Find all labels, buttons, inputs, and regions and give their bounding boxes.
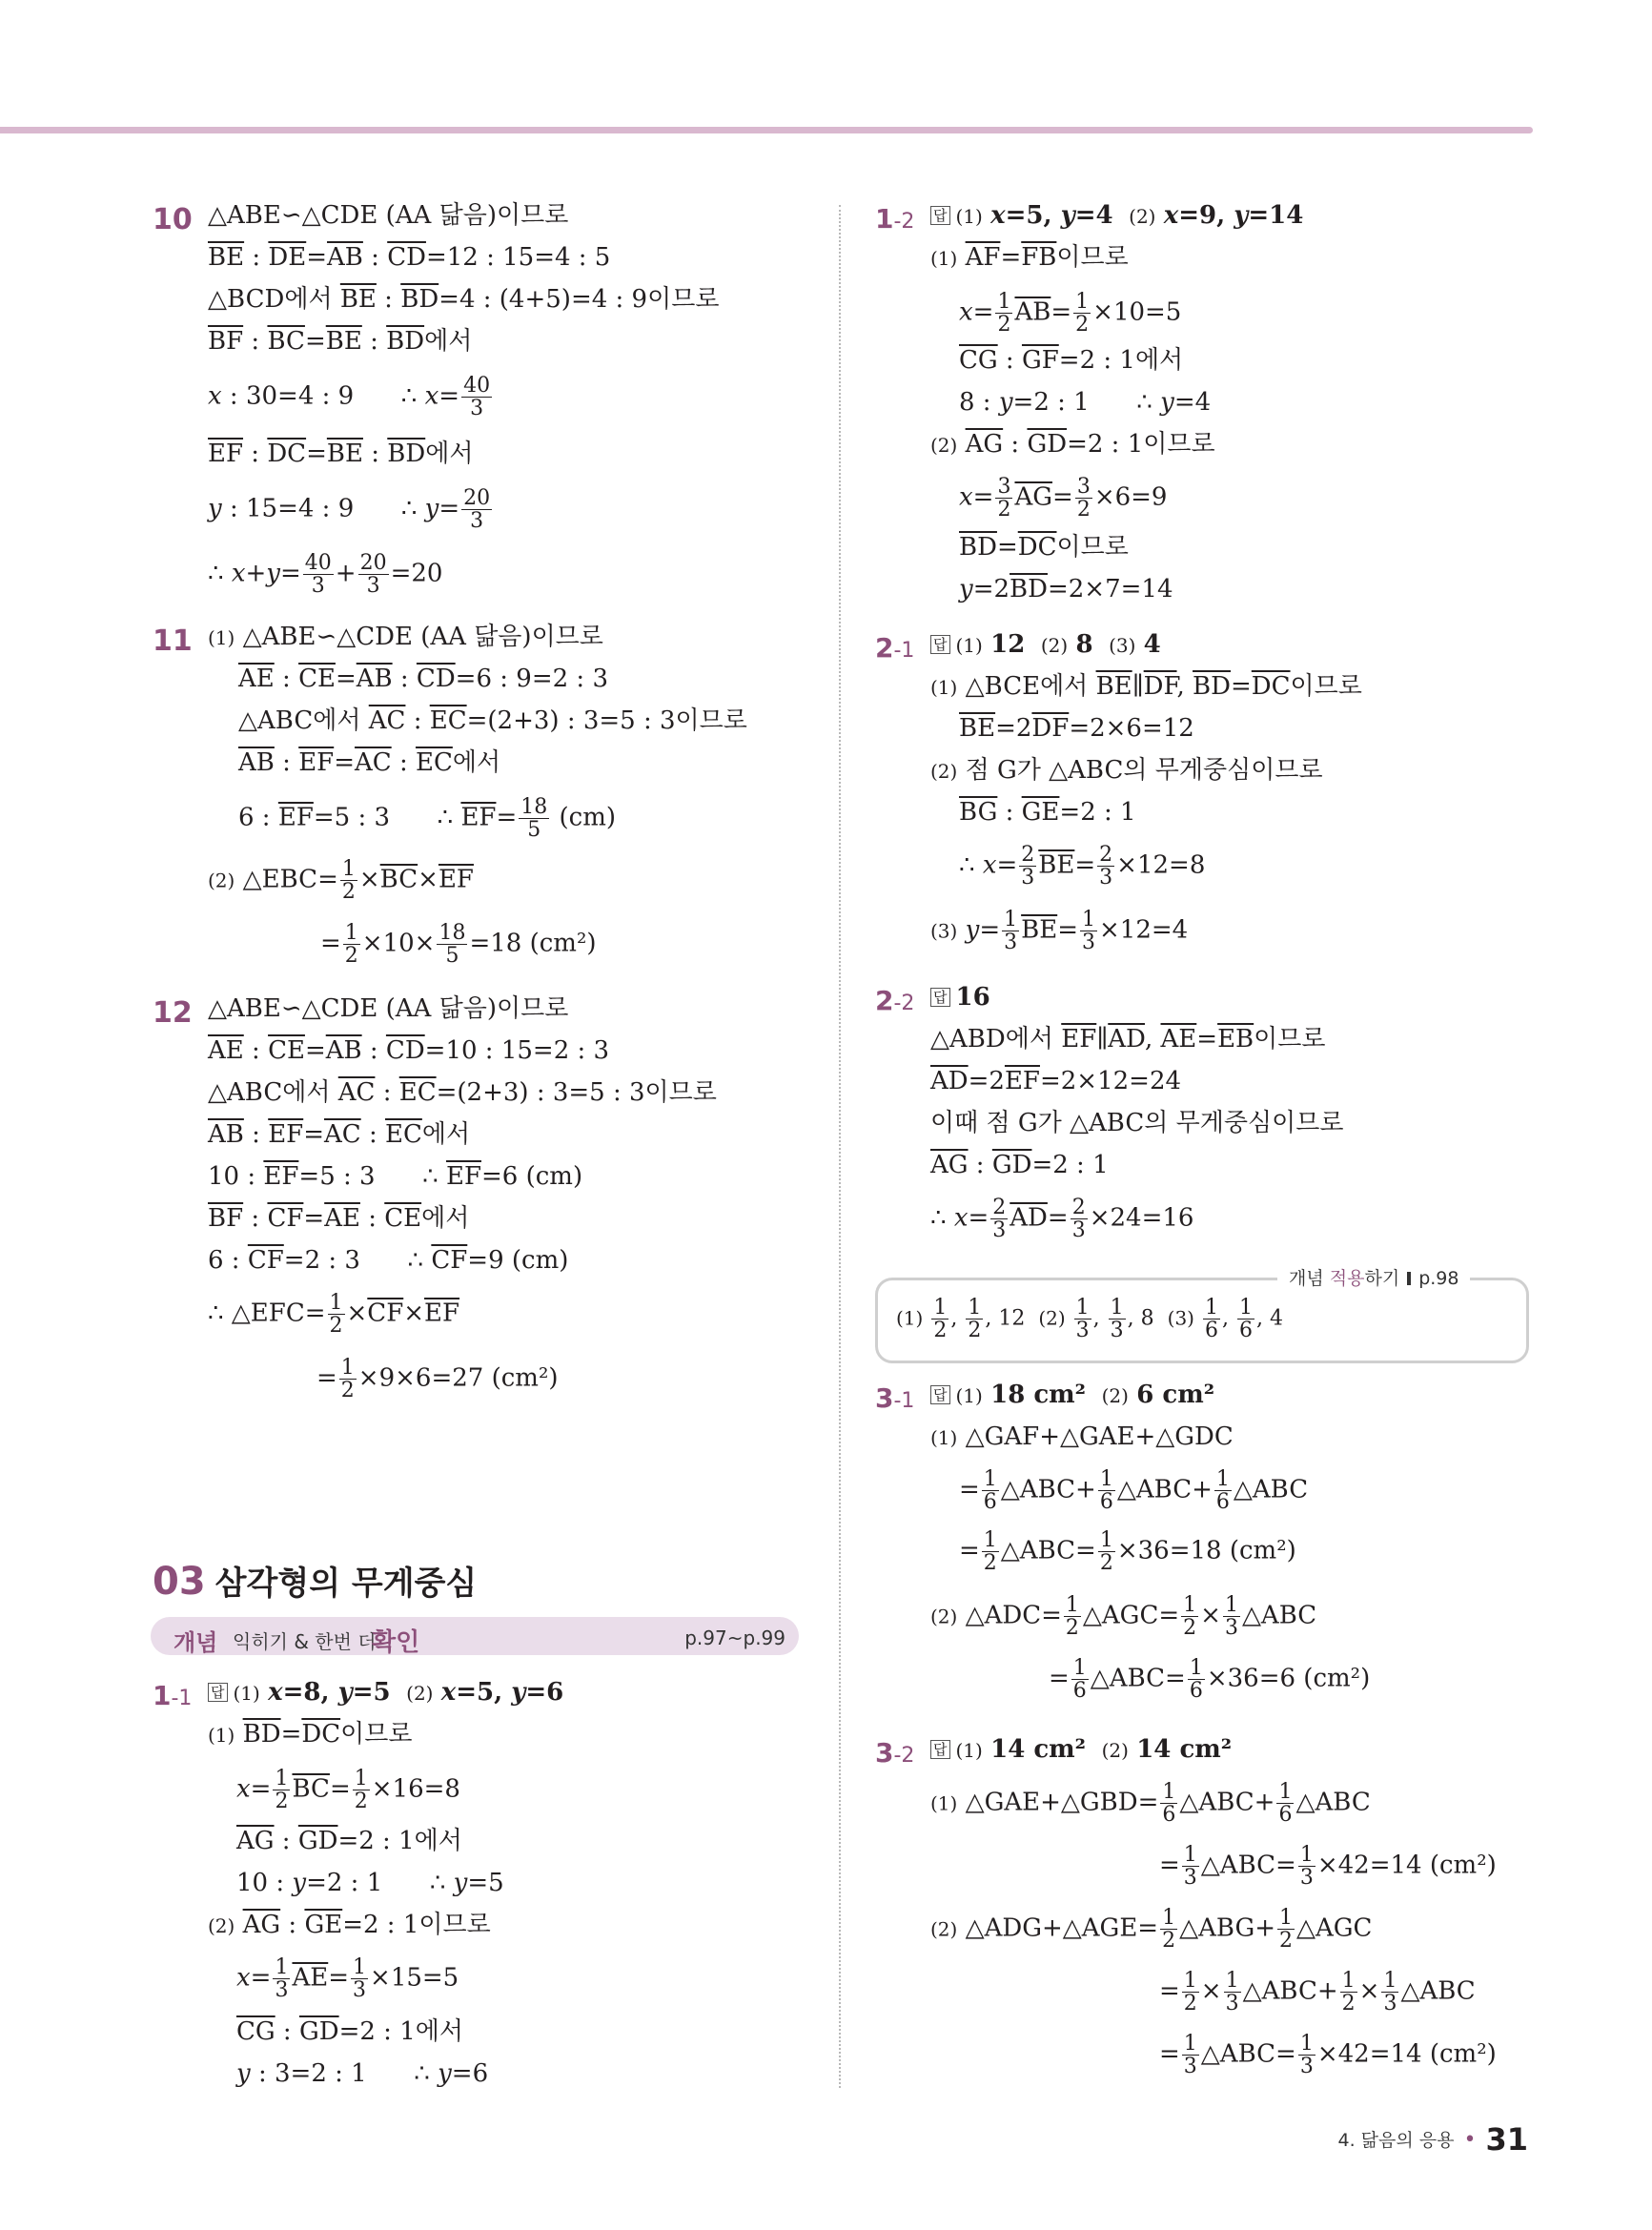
concept-check-bar: 개념 익히기 & 한번 더 확인 p.97~p.99	[151, 1617, 799, 1655]
problem-number-2-1: 2-1	[875, 632, 915, 664]
problem-number-10: 10	[153, 203, 193, 236]
section-title: 03 삼각형의 무게중심	[153, 1560, 478, 1604]
chapter-title: 4. 닮음의 응용	[1337, 2130, 1455, 2151]
concept-apply-answers: (1) $\frac{1}{2}$ , $\frac{1}{2}$ , 12 (2) $\frac{1}{3}$ , $\frac{1}{3}$ , 8 (3) $\frac{1}{6}$ , $\frac{1}{6}$ , 4	[896, 1296, 1283, 1343]
problem-number-11: 11	[153, 624, 193, 658]
concept-apply-label: 개념 적용하기 p.98	[1277, 1264, 1470, 1290]
header-accent-bar	[0, 127, 1533, 133]
problem-number-1-1: 1-1	[153, 1680, 193, 1711]
problem-number-3-2: 3-2	[875, 1737, 915, 1769]
page-number: 31	[1485, 2121, 1528, 2158]
problem-number-2-2: 2-2	[875, 985, 915, 1016]
bullet-icon: •	[1463, 2128, 1477, 2152]
problem-number-3-1: 3-1	[875, 1382, 915, 1414]
problem-number-12: 12	[153, 996, 193, 1030]
page-footer	[1338, 2121, 1529, 2158]
problem-number-1-2: 1-2	[875, 203, 915, 235]
column-divider	[839, 205, 841, 2088]
